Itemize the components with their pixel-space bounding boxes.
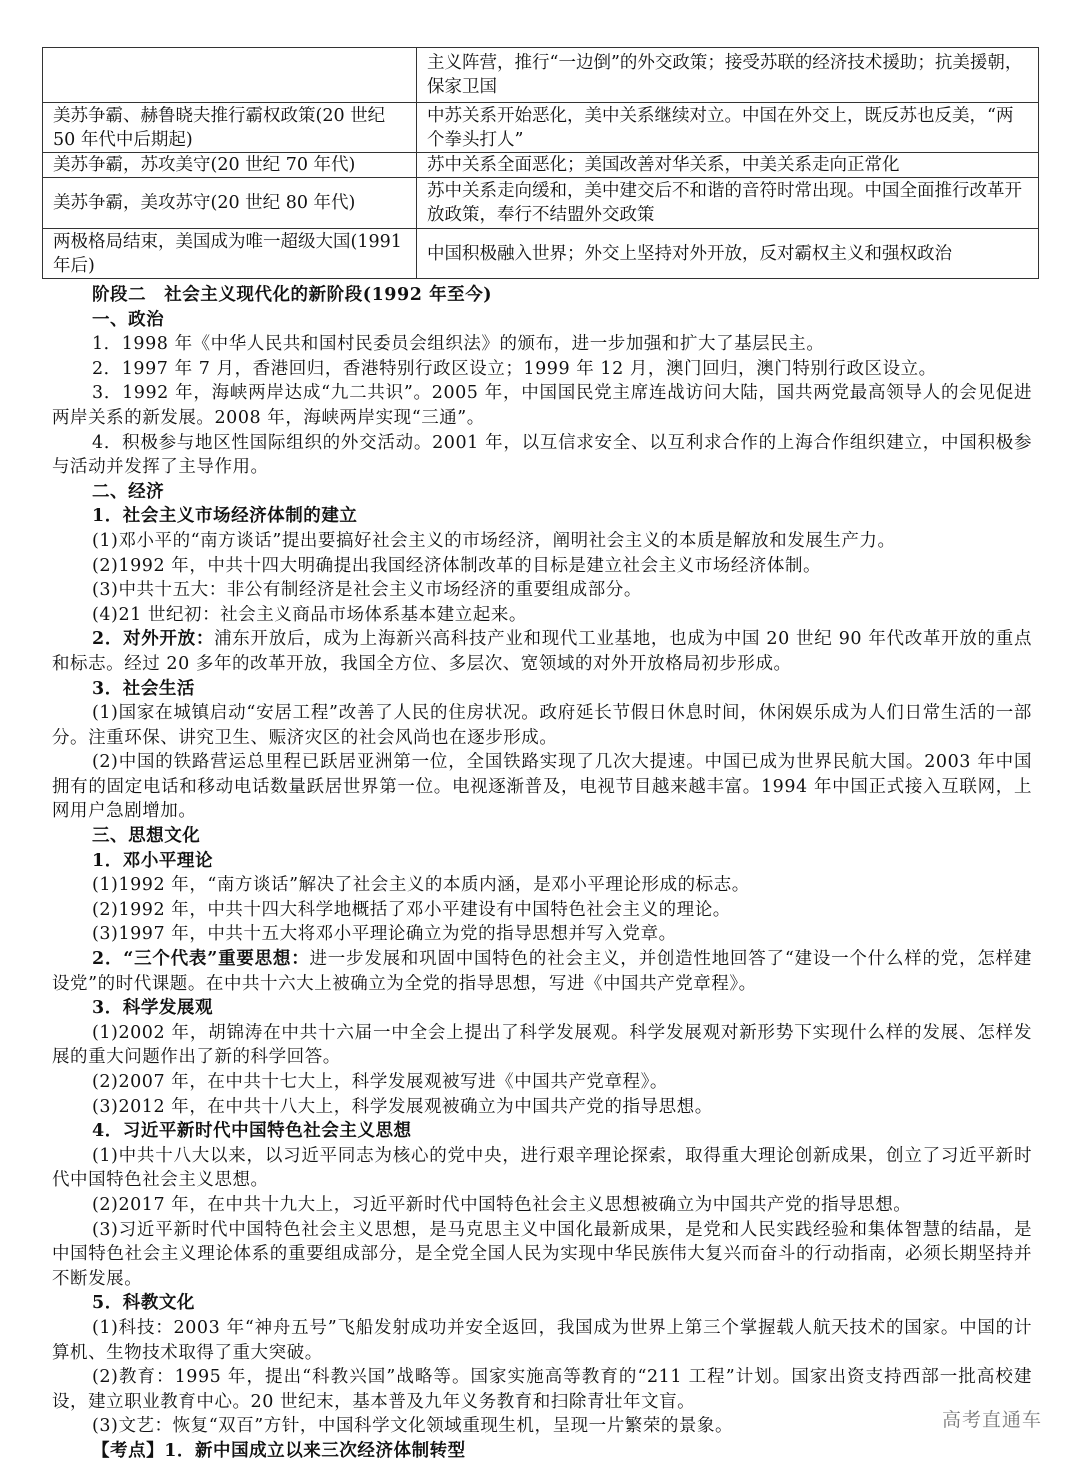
paragraph: (2)教育：1995 年，提出“科教兴国”战略等。国家实施高等教育的“211 工程”计划。国家出资支持西部一批高校建设，建立职业教育中心。20 世纪末，基本普及九年义务教育和扫除青壮年文盲。 bbox=[52, 1367, 1032, 1412]
document-body bbox=[52, 283, 1032, 1464]
paragraph: (1)1992 年，“南方谈话”解决了社会主义的本质内涵，是邓小平理论形成的标志。 bbox=[92, 875, 750, 896]
history-table bbox=[42, 47, 1039, 279]
watermark: 高考直通车 bbox=[942, 1409, 1043, 1431]
paragraph: 4．积极参与地区性国际组织的外交活动。2001 年，以互信求安全、以互利求合作的上海合作组织建立，中国积极参与活动并发挥了主导作用。 bbox=[52, 432, 1032, 478]
table-row bbox=[43, 229, 1039, 279]
section-heading: 1．社会主义市场经济体制的建立 bbox=[92, 506, 358, 527]
paragraph: (2)1992 年，中共十四大科学地概括了邓小平建设有中国特色社会主义的理论。 bbox=[92, 899, 731, 920]
table-row bbox=[43, 48, 1039, 103]
paragraph: (3)文艺：恢复“双百”方针，中国科学文化领域重现生机，呈现一片繁荣的景象。 bbox=[92, 1416, 734, 1437]
paragraph-lead: 2．对外开放： bbox=[92, 629, 215, 650]
paragraph bbox=[52, 627, 1032, 676]
paragraph: (1)2002 年，胡锦涛在中共十六届一中全会上提出了科学发展观。科学发展观对新形势下实现什么样的发展、怎样发展的重大问题作出了新的科学回答。 bbox=[52, 1022, 1032, 1068]
paragraph: (4)21 世纪初：社会主义商品市场体系基本建立起来。 bbox=[92, 604, 527, 625]
table-row bbox=[43, 103, 1039, 153]
relation-cell: 主义阵营，推行“一边倒”的外交政策；接受苏联的经济技术援助；抗美援朝，保家卫国 bbox=[417, 48, 1039, 103]
relation-cell: 中苏关系开始恶化，美中关系继续对立。中国在外交上，既反苏也反美，“两个拳头打人” bbox=[417, 103, 1039, 153]
table-row bbox=[43, 178, 1039, 229]
section-heading: 1．邓小平理论 bbox=[92, 850, 214, 871]
paragraph-text: 浦东开放后，成为上海新兴高科技产业和现代工业基地，也成为中国 20 世纪 90 年代改革开放的重点和标志。经过 20 多年的改革开放，我国全方位、多层次、宽领域的对外开放格局初步形成。 bbox=[52, 629, 1033, 674]
paragraph: (3)1997 年，中共十五大将邓小平理论确立为党的指导思想并写入党章。 bbox=[92, 924, 677, 945]
paragraph: 1．1998 年《中华人民共和国村民委员会组织法》的颁布，进一步加强和扩大了基层民主。 bbox=[92, 334, 825, 355]
paragraph: (1)国家在城镇启动“安居工程”改善了人民的住房状况。政府延长节假日休息时间，休闲娱乐成为人们日常生活的一部分。注重环保、讲究卫生、赈济灾区的社会风尚也在逐步形成。 bbox=[52, 703, 1032, 748]
section-heading: 5．科教文化 bbox=[92, 1293, 195, 1314]
section-heading: 阶段二 社会主义现代化的新阶段(1992 年至今) bbox=[92, 285, 493, 305]
paragraph: (3)中共十五大：非公有制经济是社会主义市场经济的重要组成部分。 bbox=[92, 580, 642, 601]
period-cell: 美苏争霸，苏攻美守(20 世纪 70 年代) bbox=[43, 153, 417, 178]
paragraph: (1)中共十八大以来，以习近平同志为核心的党中央，进行艰辛理论探索，取得重大理论创新成果，创立了习近平新时代中国特色社会主义思想。 bbox=[52, 1145, 1032, 1191]
table-row bbox=[43, 153, 1039, 178]
section-heading: 3．社会生活 bbox=[92, 678, 195, 699]
paragraph: (3)习近平新时代中国特色社会主义思想，是马克思主义中国化最新成果，是党和人民实践经验和集体智慧的结晶，是中国特色社会主义理论体系的重要组成部分，是全党全国人民为实现中华民族伟大复兴而奋斗的行动指南，必须长期坚持并不断发展。 bbox=[52, 1219, 1032, 1289]
paragraph: (3)2012 年，在中共十八大上，科学发展观被确立为中国共产党的指导思想。 bbox=[92, 1096, 713, 1117]
period-cell: 两极格局结束，美国成为唯一超级大国(1991 年后) bbox=[43, 229, 417, 279]
paragraph: 2．1997 年 7 月，香港回归，香港特别行政区设立；1999 年 12 月，澳门回归，澳门特别行政区设立。 bbox=[92, 358, 937, 379]
section-heading: 一、政治 bbox=[92, 309, 165, 330]
relation-cell: 苏中关系全面恶化；美国改善对华关系，中美关系走向正常化 bbox=[417, 153, 1039, 178]
section-heading: 4．习近平新时代中国特色社会主义思想 bbox=[92, 1121, 412, 1142]
section-heading: 3．科学发展观 bbox=[92, 998, 214, 1019]
paragraph: (1)邓小平的“南方谈话”提出要搞好社会主义的市场经济，阐明社会主义的本质是解放和发展生产力。 bbox=[92, 530, 896, 551]
paragraph: (2)2007 年，在中共十七大上，科学发展观被写进《中国共产党章程》。 bbox=[92, 1072, 668, 1092]
paragraph bbox=[52, 947, 1032, 996]
section-heading: 【考点】1．新中国成立以来三次经济体制转型 bbox=[92, 1440, 466, 1461]
period-cell bbox=[43, 48, 417, 103]
paragraph: (1)科技：2003 年“神舟五号”飞船发射成功并安全返回，我国成为世界上第三个掌握载人航天技术的国家。中国的计算机、生物技术取得了重大突破。 bbox=[52, 1317, 1032, 1363]
paragraph-text: 进一步发展和巩固中国特色的社会主义，并创造性地回答了“建设一个什么样的党，怎样建设党”的时代课题。在中共十六大上被确立为全党的指导思想，写进《中国共产党章程》。 bbox=[52, 949, 1032, 994]
paragraph: (2)1992 年，中共十四大明确提出我国经济体制改革的目标是建立社会主义市场经济体制。 bbox=[92, 555, 822, 576]
section-heading: 三、思想文化 bbox=[92, 826, 201, 847]
paragraph: (2)2017 年，在中共十九大上，习近平新时代中国特色社会主义思想被确立为中国共产党的指导思想。 bbox=[92, 1194, 912, 1215]
period-cell: 美苏争霸、赫鲁晓夫推行霸权政策(20 世纪 50 年代中后期起) bbox=[43, 103, 417, 153]
paragraph: (2)中国的铁路营运总里程已跃居亚洲第一位，全国铁路实现了几次大提速。中国已成为世界民航大国。2003 年中国拥有的固定电话和移动电话数量跃居世界第一位。电视逐渐普及，电视节目越来越丰富。1994 年中国正式接入互联网，上网用户急剧增加。 bbox=[52, 752, 1032, 822]
paragraph: 3．1992 年，海峡两岸达成“九二共识”。2005 年，中国国民党主席连战访问大陆，国共两党最高领导人的会见促进两岸关系的新发展。2008 年，海峡两岸实现“三通”。 bbox=[52, 383, 1032, 428]
paragraph-lead: 2．“三个代表”重要思想： bbox=[92, 949, 310, 970]
period-cell: 美苏争霸，美攻苏守(20 世纪 80 年代) bbox=[43, 178, 417, 229]
section-heading: 二、经济 bbox=[92, 481, 165, 502]
relation-cell: 中国积极融入世界；外交上坚持对外开放，反对霸权主义和强权政治 bbox=[417, 229, 1039, 279]
relation-cell: 苏中关系走向缓和，美中建交后不和谐的音符时常出现。中国全面推行改革开放政策，奉行不结盟外交政策 bbox=[417, 178, 1039, 229]
